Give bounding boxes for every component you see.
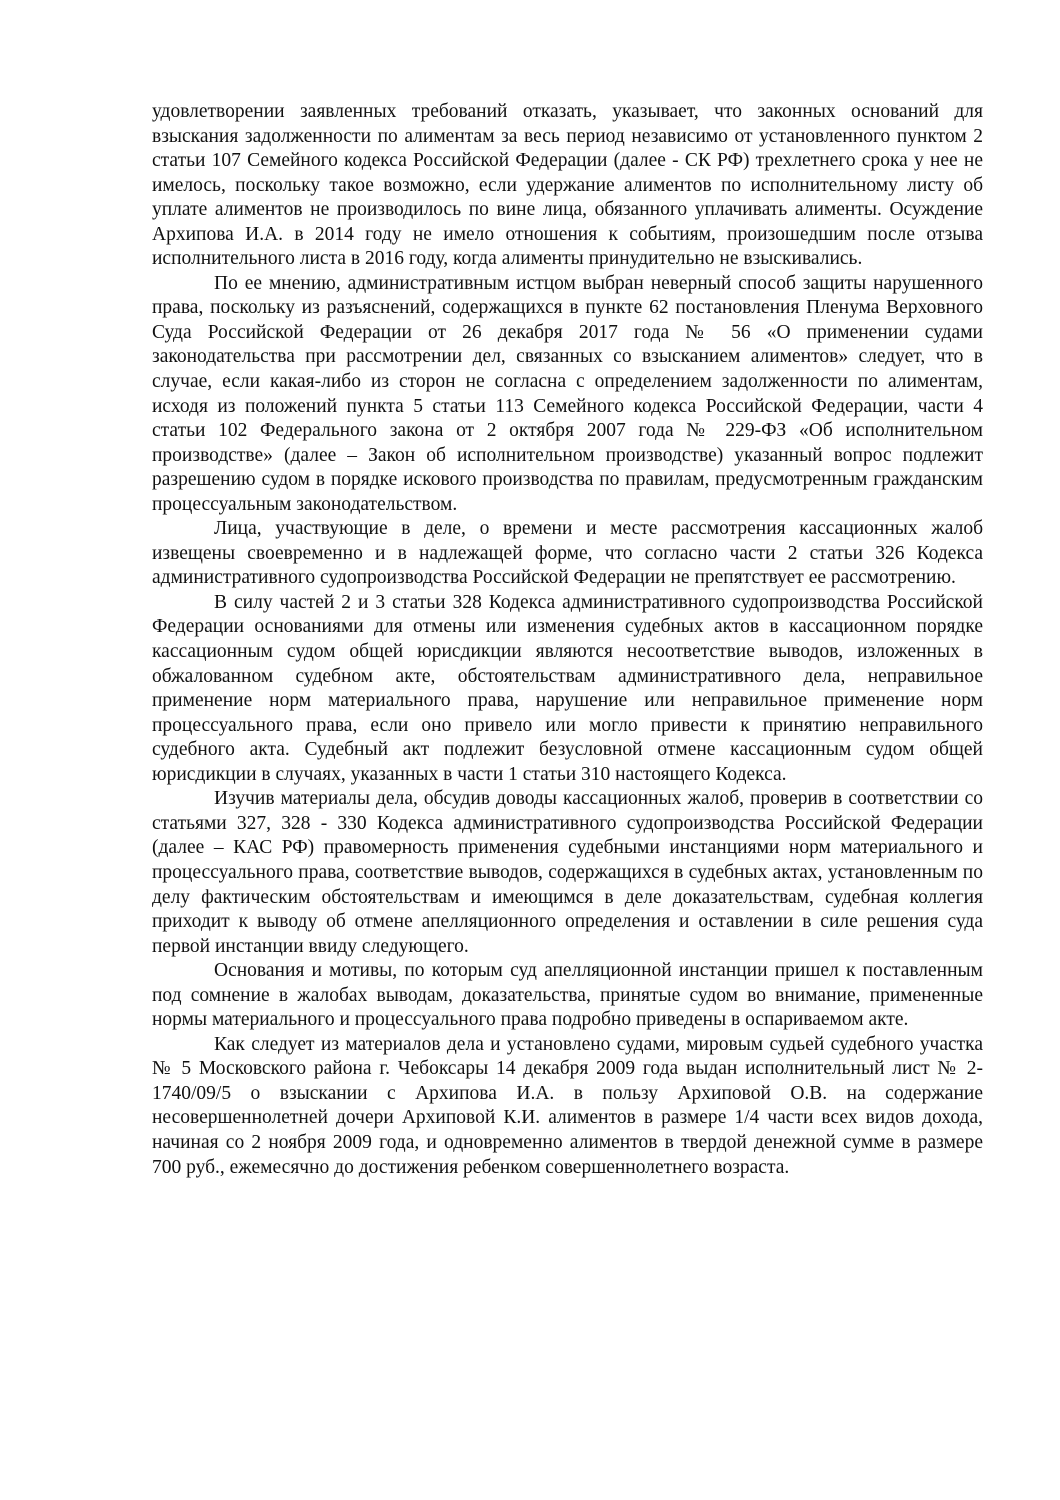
paragraph-7: Как следует из материалов дела и установлено судами, мировым судьей судебного участка № 5 Московского района г. Чебоксары 14 декабря 2009 года выдан исполнительный лист № 2-1740/09/5 о взыскании с Архипова И.А. в пользу Архиповой О.В. на содержание несовершеннолетней дочери Архиповой К.И. алиментов в размере 1/4 части всех видов дохода, начиная со 2 ноября 2009 года, и одновременно алиментов в твердой денежной сумме в размере 700 руб., ежемесячно до достижения ребенком совершеннолетнего возраста. <box>152 1033 983 1178</box>
paragraph-6: Основания и мотивы, по которым суд апелляционной инстанции пришел к поставленным под сомнение в жалобах выводам, доказательства, принятые судом во внимание, примененные нормы материального и процессуального права подробно приведены в оспариваемом акте. <box>152 960 983 1031</box>
paragraph-2: По ее мнению, административным истцом выбран неверный способ защиты нарушенного права, поскольку из разъяснений, содержащихся в пункте 62 постановления Пленума Верховного Суда Российской Федерации от 26 декабря 2017 года № 56 «О применении судами законодательства при рассмотрении дел, связанных со взысканием алиментов» следует, что в случае, если какая-либо из сторон не согласна с определением задолженности по алиментам, исходя из положений пункта 5 статьи 113 Семейного кодекса Российской Федерации, части 4 статьи 102 Федерального закона от 2 октября 2007 года № 229-ФЗ «Об исполнительном производстве» (далее – Закон об исполнительном производстве) указанный вопрос подлежит разрешению судом в порядке искового производства по правилам, предусмотренным гражданским процессуальным законодательством. <box>152 272 983 515</box>
paragraph-4: В силу частей 2 и 3 статьи 328 Кодекса административного судопроизводства Российской Федерации основаниями для отмены или изменения судебных актов в кассационном порядке кассационным судом общей юрисдикции являются несоответствие выводов, изложенных в обжалованном судебном акте, обстоятельствам административного дела, неправильное применение норм материального права, нарушение или неправильное применение норм процессуального права, если оно привело или могло привести к принятию неправильного судебного акта. Судебный акт подлежит безусловной отмене кассационным судом общей юрисдикции в случаях, указанных в части 1 статьи 310 настоящего Кодекса. <box>152 591 983 785</box>
paragraph-1: удовлетворении заявленных требований отказать, указывает, что законных оснований для взыскания задолженности по алиментам за весь период независимо от установленного пунктом 2 статьи 107 Семейного кодекса Российской Федерации (далее - СК РФ) трехлетнего срока у нее не имелось, поскольку такое возможно, если удержание алиментов по исполнительному листу об уплате алиментов не производилось по вине лица, обязанного уплачивать алименты. Осуждение Архипова И.А. в 2014 году не имело отношения к событиям, произошедшим после отзыва исполнительного листа в 2016 году, когда алименты принудительно не взыскивались. <box>152 101 983 270</box>
paragraph-3: Лица, участвующие в деле, о времени и месте рассмотрения кассационных жалоб извещены своевременно и в надлежащей форме, что согласно части 2 статьи 326 Кодекса административного судопроизводства Российской Федерации не препятствует ее рассмотрению. <box>152 518 983 589</box>
document-body <box>152 100 983 1180</box>
paragraph-5: Изучив материалы дела, обсудив доводы кассационных жалоб, проверив в соответствии со статьями 327, 328 - 330 Кодекса административного судопроизводства Российской Федерации (далее – КАС РФ) правомерность применения судебными инстанциями норм материального и процессуального права, соответствие выводов, содержащихся в судебных актах, установленным по делу фактическим обстоятельствам и имеющимся в деле доказательствам, судебная коллегия приходит к выводу об отмене апелляционного определения и оставлении в силе решения суда первой инстанции ввиду следующего. <box>152 788 983 957</box>
